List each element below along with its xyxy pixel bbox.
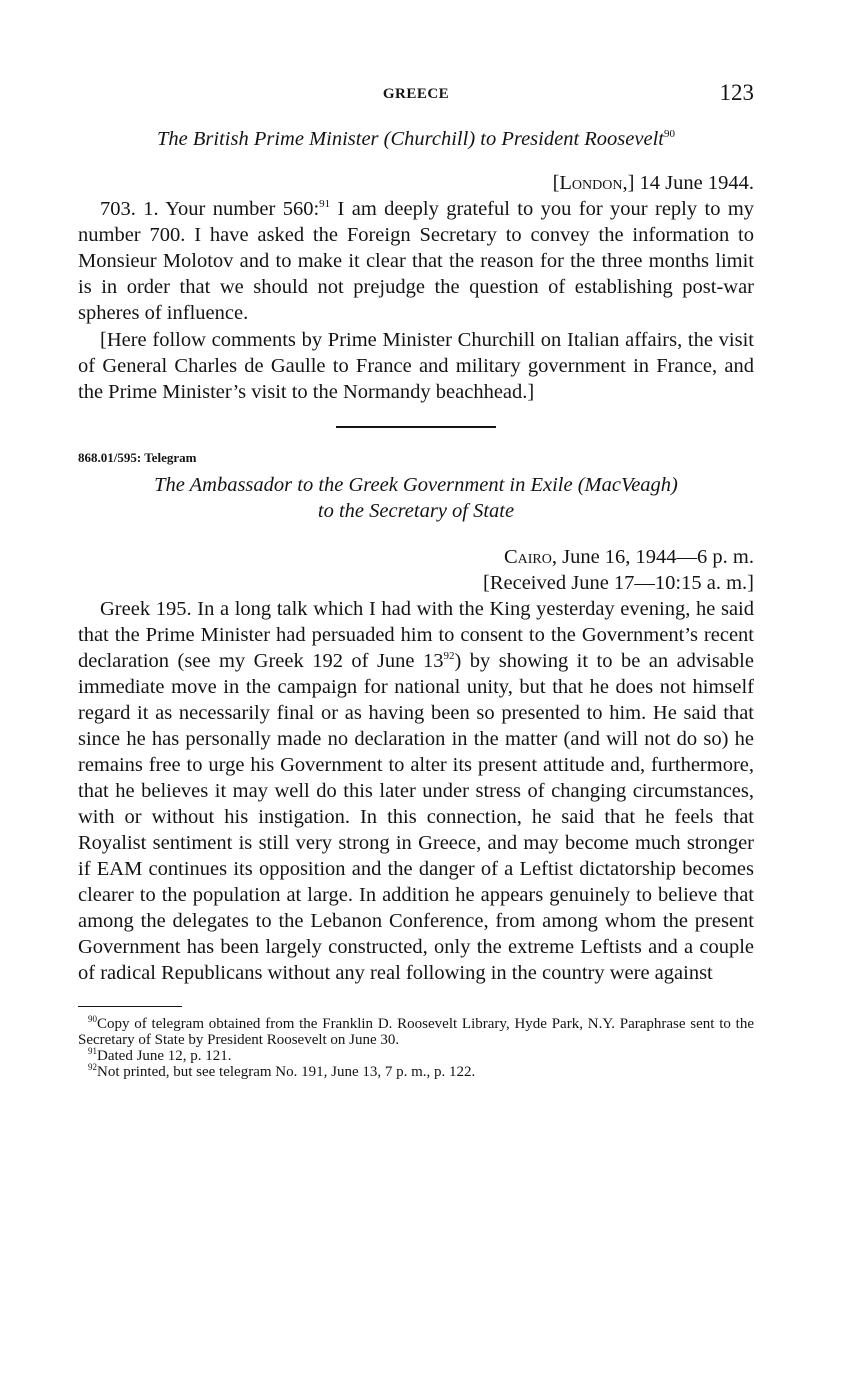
footnote-92 [78,1064,754,1080]
footnote-91-text: Dated June 12, p. 121. [97,1048,232,1064]
doc2-para-footnote-mark: 92 [443,650,455,663]
footnote-91 [78,1048,754,1064]
doc2-heading [78,472,754,524]
doc1-heading [78,126,754,152]
running-head-title: GREECE [382,86,450,102]
doc1-dateline-date: 14 June 1944. [639,172,754,194]
footnote-rule [78,1006,182,1007]
footnote-90-text: Copy of telegram obtained from the Franklin D. Roosevelt Library, Hyde Park, N.Y. Paraphrase sent to the Secretary of State by President Roosevelt on June 30. [78,1016,754,1048]
doc2-received: [Received June 17—10:15 a. m.] [483,572,754,594]
doc1-para1-footnote-mark: 91 [319,198,331,211]
doc1-paragraph-1 [78,196,754,326]
doc2-heading-line-1: The Ambassador to the Greek Government in Exile (MacVeagh) [154,474,678,496]
footnote-92-mark: 92 [88,1062,97,1072]
section-divider [336,426,496,428]
footnote-90 [78,1016,754,1048]
doc1-para1-rest: I am deeply grateful to you for your reply to my number 700. I have asked the Foreign Secretary to convey the information to Monsieur Molotov and to make it clear that the reason for the three months limit is in order that we should not prejudge the question of establishing post-war spheres of influence. [78,198,755,324]
doc1-para1-start: 703. 1. Your number 560: [100,198,320,220]
footnote-91-mark: 91 [88,1046,97,1056]
doc1-dateline-place: London, [559,172,628,194]
doc2-dateline [78,544,754,570]
page-number: 123 [719,80,754,105]
document-page [78,80,754,1080]
doc1-heading-footnote-mark: 90 [663,128,675,141]
footnote-92-text: Not printed, but see telegram No. 191, June 13, 7 p. m., p. 122. [97,1064,476,1080]
doc2-dateline-place: Cairo, [503,546,557,568]
doc2-heading-line-2: to the Secretary of State [317,500,515,522]
doc2-file-reference: 868.01/595: Telegram [78,450,197,465]
doc1-paragraph-2: [Here follow comments by Prime Minister Churchill on Italian affairs, the visit of General Charles de Gaulle to France and military government in France, and the Prime Minister’s visit to the Normandy beachhead.] [78,329,754,403]
doc1-dateline: [London,] 14 June 1944. [552,172,754,194]
running-head [78,80,754,114]
doc2-para-rest: ) by showing it to be an advisable immediate move in the campaign for national unity, but that he does not himself regard it as necessarily final or as having been so presented to him. He said that since he has personally made no declaration in the matter (and will not do so) he remains free to urge his Government to alter its present attitude and, furthermore, that he believes it may well do this later under stress of changing circumstances, with or without his instigation. In this connection, he said that he feels that Royalist sentiment is still very strong in Greece, and may become much stronger if EAM continues its opposition and the danger of a Leftist dictatorship becomes clearer to the population at large. In addition he appears genuinely to believe that among the delegates to the Lebanon Conference, from among whom the present Government has been largely constructed, only the extreme Leftists and a couple of radical Republicans without any real following in the country were against [78,650,754,984]
doc1-heading-text: The British Prime Minister (Churchill) to President Roosevelt [157,128,664,150]
doc2-dateline-date: June 16, 1944—6 p. m. [562,546,754,568]
doc2-paragraph [78,596,754,986]
doc2-para-start: Greek 195. In a long talk which I had with the King yesterday evening, he said that the Prime Minister had persuaded him to consent to the Government’s recent declaration (see my Greek 192 of June 13 [78,598,754,672]
footnote-90-mark: 90 [88,1014,97,1024]
